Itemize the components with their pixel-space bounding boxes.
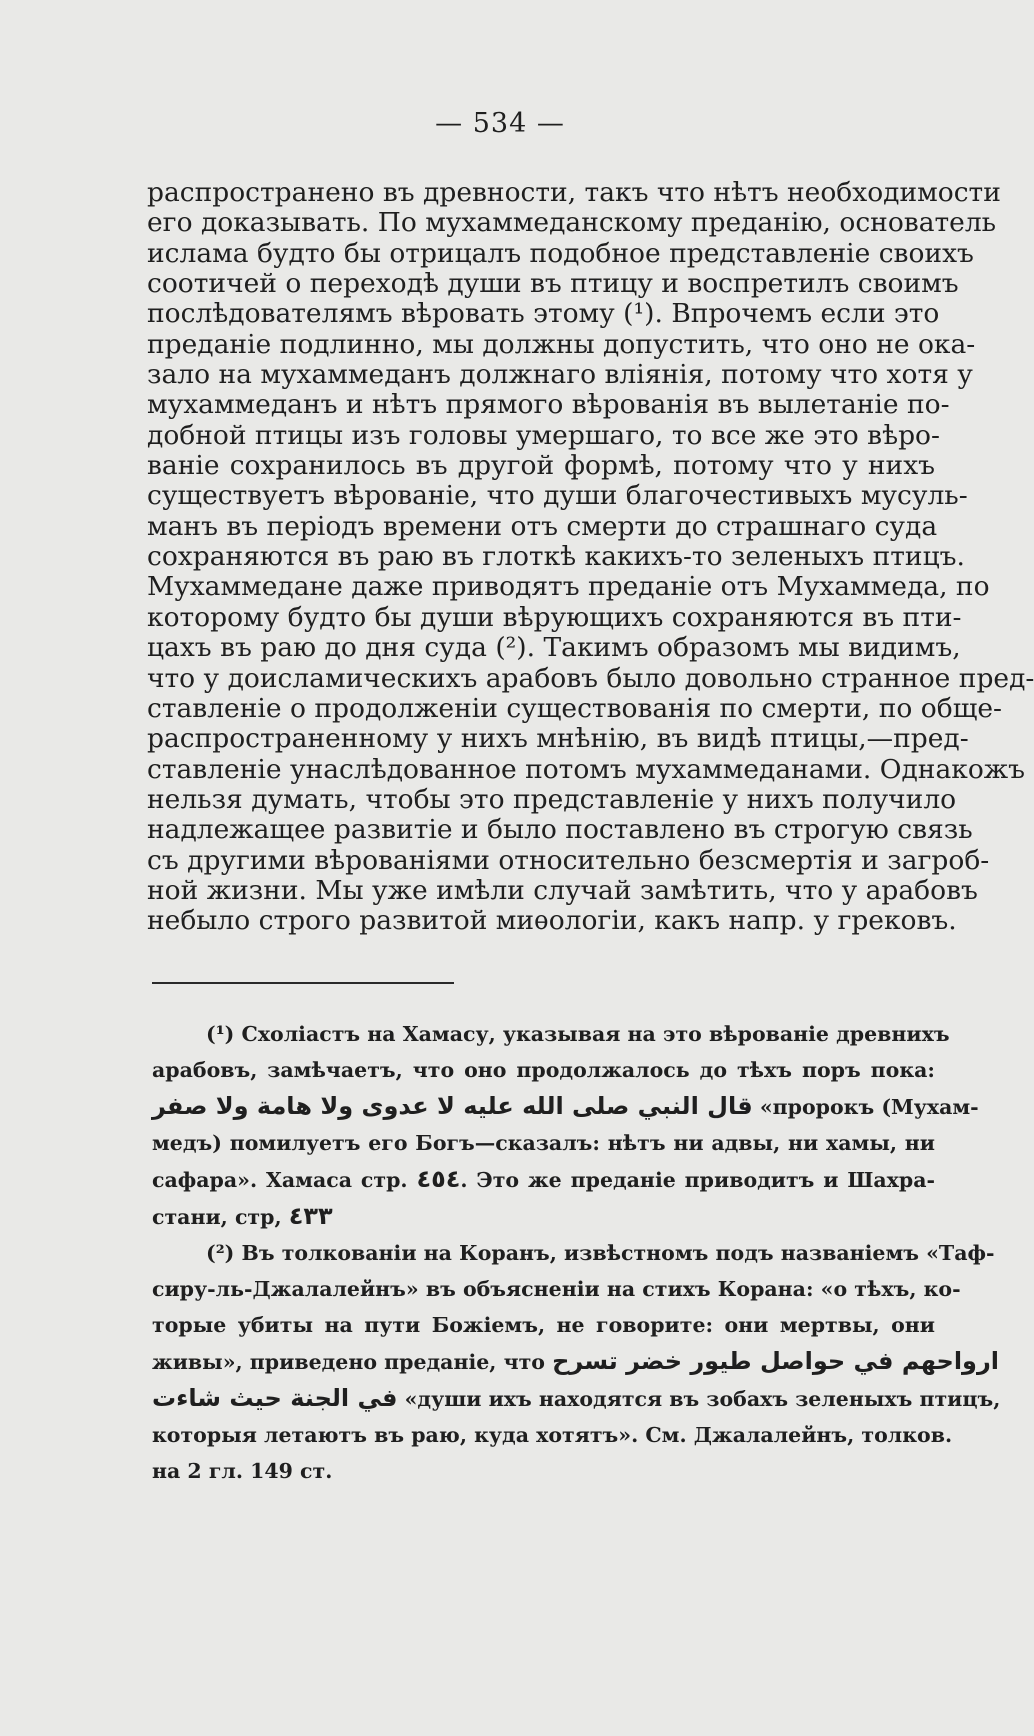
- text-line: зало на мухаммеданъ должнаго вліянія, потому что хотя у: [147, 359, 973, 391]
- footnote-2-line: сиру-ль-Джалалейнъ» въ объясненіи на стихъ Корана: «о тѣхъ, ко-: [152, 1277, 961, 1301]
- footnote-2-line: [152, 1343, 1000, 1380]
- footnote-text: живы», приведено преданіе, что: [152, 1350, 545, 1374]
- footnote-text: «души ихъ находятся въ зобахъ зеленыхъ птицъ,: [404, 1387, 1001, 1411]
- text-line: существуетъ вѣрованіе, что души благочестивыхъ мусуль-: [147, 480, 968, 512]
- text-line: которому будто бы души вѣрующихъ сохраняются въ пти-: [147, 601, 962, 633]
- text-line: его доказывать. По мухаммеданскому преданію, основатель: [147, 207, 997, 239]
- text-line: ислама будто бы отрицалъ подобное представленіе своихъ: [147, 237, 974, 269]
- footnote-text: сафара». Хамаса стр.: [152, 1168, 408, 1192]
- text-line: ставленіе унаслѣдованное потомъ мухаммеданами. Однакожъ: [147, 753, 1026, 785]
- text-line: манъ въ періодъ времени отъ смерти до страшнаго суда: [147, 510, 938, 542]
- text-line: послѣдователямъ вѣровать этому (¹). Впрочемъ если это: [147, 298, 940, 330]
- text-line: нельзя думать, чтобы это представленіе у нихъ получило: [147, 783, 957, 815]
- text-line: цахъ въ раю до дня суда (²). Такимъ образомъ мы видимъ,: [147, 632, 961, 664]
- footnote-1-line: [152, 1198, 935, 1235]
- text-line: надлежащее развитіе и было поставлено въ строгую связь: [147, 814, 973, 846]
- footnote-separator: [152, 982, 454, 984]
- main-text: [147, 177, 1034, 937]
- arabic-quote: قال النبي صلى الله عليه لا عدوى ولا هامة ولا صفر: [152, 1092, 753, 1120]
- footnote-2-line: которыя летаютъ въ раю, куда хотятъ». См. Джалалейнъ, толков.: [152, 1423, 953, 1447]
- footnote-2-line: на 2 гл. 149 ст.: [152, 1459, 333, 1483]
- footnotes: [152, 1016, 1001, 1489]
- text-line: Мухаммедане даже приводятъ преданіе отъ Мухаммеда, по: [147, 571, 990, 603]
- arabic-quote: في الجنة حيث شاءت: [152, 1384, 398, 1412]
- text-line: ставленіе о продолженіи существованія по смерти, по обще-: [147, 692, 1002, 724]
- text-line: съ другими вѣрованіями относительно безсмертія и загроб-: [147, 844, 990, 876]
- text-line: ной жизни. Мы уже имѣли случай замѣтить, что у арабовъ: [147, 874, 978, 906]
- footnote-text: . Это же преданіе приводитъ и Шахра-: [460, 1168, 935, 1192]
- arabic-quote: ارواحهم في حواصل طيور خضر تسرح: [552, 1347, 1000, 1375]
- text-line: распространенному у нихъ мнѣнію, въ видѣ птицы,—пред-: [147, 723, 969, 755]
- text-line: сохраняются въ раю въ глоткѣ какихъ-то зеленыхъ птицъ.: [147, 541, 965, 573]
- arabic-page-ref: ٤٣٣: [288, 1202, 333, 1230]
- footnote-2-line: торые убиты на пути Божіемъ, не говорите: они мертвы, они: [152, 1313, 935, 1337]
- footnote-1-line: [152, 1088, 979, 1125]
- text-line: ваніе сохранилось въ другой формѣ, потому что у нихъ: [147, 450, 935, 482]
- page-number: — 534 —: [435, 108, 565, 139]
- text-line: преданіе подлинно, мы должны допустить, что оно не ока-: [147, 328, 976, 360]
- text-line: соотичей о переходѣ души въ птицу и воспретилъ своимъ: [147, 268, 959, 300]
- text-line: мухаммеданъ и нѣтъ прямого вѣрованія въ вылетаніе по-: [147, 389, 950, 421]
- arabic-page-ref: ٤٥٤: [416, 1165, 461, 1193]
- text-line: добной птицы изъ головы умершаго, то все же это вѣро-: [147, 419, 940, 451]
- text-line: распространено въ древности, такъ что нѣтъ необходимости: [147, 177, 1001, 208]
- footnote-1-line: медъ) помилуетъ его Богъ—сказалъ: нѣтъ ни адвы, ни хамы, ни: [152, 1131, 935, 1155]
- footnote-1-line: (¹) Схоліастъ на Хамасу, указывая на это вѣрованіе древнихъ: [206, 1022, 950, 1046]
- footnote-1-line: [152, 1161, 935, 1198]
- footnote-1-line: арабовъ, замѣчаетъ, что оно продолжалось до тѣхъ поръ пока:: [152, 1058, 935, 1082]
- footnote-2-line: (²) Въ толкованіи на Коранъ, извѣстномъ подъ названіемъ «Таф-: [206, 1241, 995, 1265]
- footnote-text: стани, стр,: [152, 1205, 282, 1229]
- footnote-text: «пророкъ (Мухам-: [759, 1095, 979, 1119]
- text-line: небыло строго развитой миѳологіи, какъ напр. у грековъ.: [147, 905, 957, 937]
- text-line: что у доисламическихъ арабовъ было довольно странное пред-: [147, 662, 1034, 694]
- footnote-2-line: [152, 1380, 1001, 1417]
